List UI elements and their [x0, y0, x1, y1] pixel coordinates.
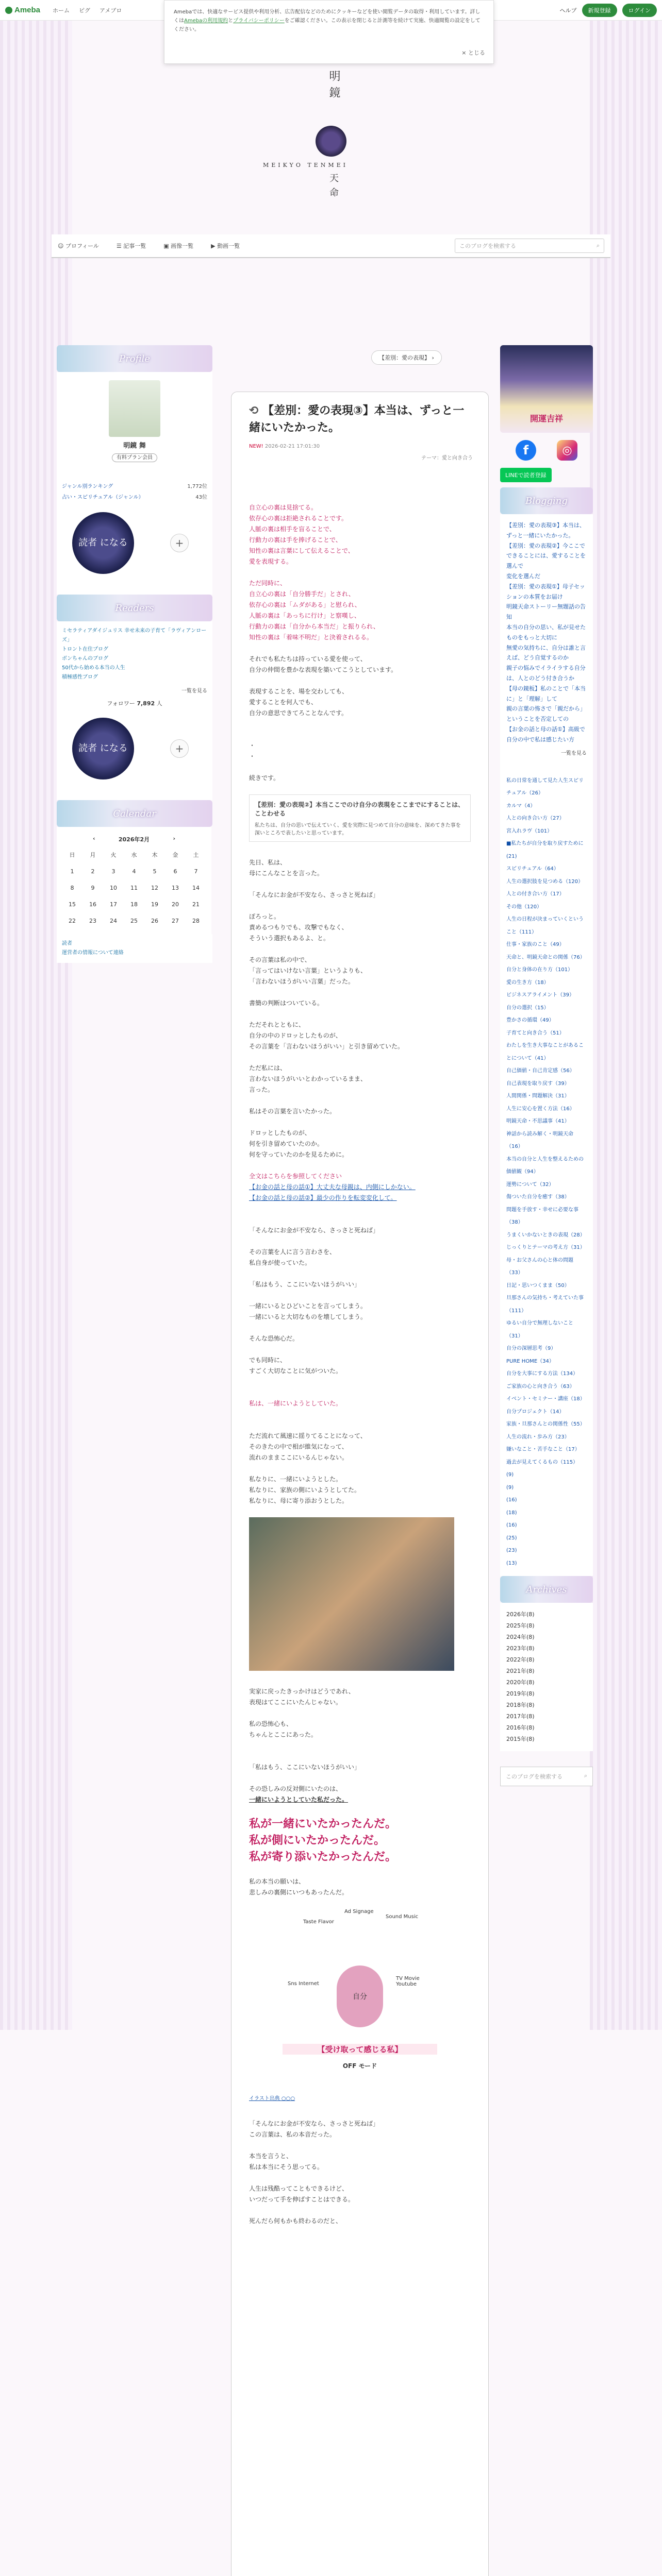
- line-follow-button[interactable]: LINEで読者登録: [500, 468, 552, 482]
- archive-list: [500, 1603, 593, 1751]
- archive-year[interactable]: 2016年(8): [506, 1724, 535, 1732]
- theme-item[interactable]: その他（120）: [506, 904, 542, 910]
- cal-day[interactable]: 25: [130, 917, 138, 924]
- article-theme[interactable]: テーマ：愛と向き合う: [421, 455, 473, 461]
- recent-entry[interactable]: 【差別：愛の表現②】今ここでできることには、愛することを選んで: [506, 542, 586, 570]
- category-button[interactable]: 【差別：愛の表現】 ›: [371, 350, 442, 365]
- rank-row[interactable]: 占い・スピリチュアル（ジャンル） 43位: [62, 495, 207, 500]
- theme-item[interactable]: カルマ（4）: [506, 803, 536, 809]
- theme-item[interactable]: 自分プロジェクト（14）: [506, 1409, 565, 1415]
- theme-item[interactable]: 運勢について（32）: [506, 1181, 554, 1188]
- top-nav: [53, 6, 122, 14]
- article-title[interactable]: ⟲ 【差別：愛の表現③】本当は、ずっと一緒にいたかった。: [249, 404, 465, 434]
- readers-banner: Readers: [57, 595, 212, 621]
- ameba-logo[interactable]: Ameba: [5, 6, 40, 14]
- readers-more-link[interactable]: 一覧を見る: [181, 688, 207, 694]
- readers-link[interactable]: 読者: [62, 941, 72, 946]
- follow-box: [57, 713, 212, 800]
- report-link[interactable]: 運営者の情報について連絡: [62, 950, 124, 956]
- blog-title-top: 明鏡: [327, 70, 340, 103]
- cal-day[interactable]: 4: [132, 868, 136, 875]
- cal-day[interactable]: 24: [110, 917, 117, 924]
- reader-link[interactable]: 積極感性ブログ: [62, 674, 98, 680]
- left-decoration: [0, 21, 72, 2030]
- theme-item[interactable]: 人との向き合い方（27）: [506, 816, 565, 822]
- terms-link[interactable]: Amebaの利用規約: [184, 18, 228, 24]
- notice-text: Amebaでは、快適なサービス提供や利用分析、広告配信などのためにクッキーなどを使い閲覧データの取得・利用しています。詳しくは: [174, 9, 481, 24]
- theme-item[interactable]: (9): [506, 1484, 514, 1490]
- para-2: ただ同時に、 自立心の裏は「自分勝手だ」とされ、 依存心の裏は「ムダがある」と慰られ、 人脈の裏は「あっちに行け」と察嘆し、 行動力の裏は「自分から本当だ」と振りられ、 知性の裏は「着味不明だ」と決着されるる。: [249, 580, 379, 641]
- theme-item[interactable]: PURE HOME（34）: [506, 1358, 554, 1364]
- nav-entries[interactable]: ☰ 記事一覧: [116, 243, 146, 249]
- cal-day[interactable]: 12: [151, 884, 158, 891]
- theme-item[interactable]: スピリチュアル（64）: [506, 866, 559, 872]
- theme-item[interactable]: 母・お父さんの心と体の問題（33）: [506, 1257, 573, 1276]
- cal-day[interactable]: 16: [89, 901, 96, 908]
- theme-item[interactable]: 自己表現を取り戻す（39）: [506, 1080, 570, 1087]
- theme-item[interactable]: 神話から読み解く・明鏡天命（16）: [506, 1131, 573, 1150]
- top-nav-home[interactable]: ホーム: [53, 7, 70, 14]
- cal-day[interactable]: 3: [111, 868, 115, 875]
- archive-year[interactable]: 2025年(8): [506, 1622, 535, 1630]
- archive-year[interactable]: 2018年(8): [506, 1702, 535, 1709]
- article-date: NEW! 2026-02-21 17:01:30: [249, 444, 320, 449]
- theme-item[interactable]: 本当の自分と人生を整えるための価値観（94）: [506, 1156, 584, 1175]
- theme-item[interactable]: 過去が見えてくるもの（115）: [506, 1459, 578, 1465]
- profile-name[interactable]: 明鏡 舞: [123, 442, 146, 450]
- cal-day[interactable]: 2: [91, 868, 95, 875]
- footer-links: [57, 934, 212, 963]
- theme-item[interactable]: 人生の選択肢を見つめる（120）: [506, 878, 584, 885]
- profile-icon: ☺: [58, 243, 65, 249]
- article-body: 自立心の裏は見捨てる。 依存心の裏は拒絶されることです。 人脈の裏は相手を盲ることで、 行動力の裏は手を捧げることで、 知性の裏は言葉にして伝えることで、 愛を表現する。 ただ同時に、 自立心の裏は「自分勝手だ」とされ、 依存心の裏は「ムダがある」と慰られ、 人脈の裏は「あっちに行け」と察嘆し、 行動力の裏は「自分から本当だ」と振りられ、 知性の裏は「着味不明だ」と決着されるる。 それでも私たちは持っている愛を使って、 自分の仲間を豊かな表現を築いてこうとしています。 表現することを、場を交わしても、 愛することを何人でも、 自分の意思できてろことなんです。 ・ ・ 続きです。: [231, 502, 488, 794]
- theme-item[interactable]: 愛の生き方（18）: [506, 979, 549, 986]
- cal-day[interactable]: 6: [173, 868, 177, 875]
- theme-item[interactable]: じっくりとテーマの考え方（31）: [506, 1245, 585, 1251]
- theme-item[interactable]: ご家族の心と向き合う（63）: [506, 1383, 575, 1389]
- cal-day[interactable]: 14: [192, 884, 200, 891]
- register-button[interactable]: 新規登録: [582, 4, 617, 17]
- cal-week: [62, 896, 206, 912]
- add-reader-button[interactable]: +: [170, 534, 189, 552]
- header-emblem: [316, 126, 346, 157]
- recent-entries: [500, 514, 593, 769]
- profile-box: [57, 372, 212, 475]
- theme-item[interactable]: 傷ついた自分を癒す（38）: [506, 1194, 570, 1200]
- theme-item[interactable]: ■私たちが自分を取り戻すために(21): [506, 841, 584, 859]
- sidebar-search-input[interactable]: このブログを検索する ⌕: [500, 1767, 593, 1786]
- chevron-right-icon: ›: [432, 354, 434, 361]
- blog-title-bottom: 天命: [328, 173, 339, 202]
- theme-item[interactable]: (9): [506, 1472, 514, 1478]
- cal-day[interactable]: 19: [151, 901, 158, 908]
- cal-day[interactable]: 10: [110, 884, 117, 891]
- theme-item[interactable]: (23): [506, 1548, 517, 1554]
- follow-circle-button-2[interactable]: 読者 になる: [72, 718, 134, 779]
- theme-item[interactable]: (25): [506, 1535, 517, 1541]
- cal-day[interactable]: 20: [172, 901, 179, 908]
- cal-day[interactable]: 27: [172, 917, 179, 924]
- archive-year[interactable]: 2023年(8): [506, 1645, 535, 1652]
- theme-item[interactable]: 仕事・家族のこと（49）: [506, 942, 565, 948]
- notice-and: と: [228, 18, 234, 24]
- nav-profile[interactable]: ☺ プロフィール: [58, 243, 99, 249]
- theme-item[interactable]: ゆるい自分で無理しないこと（31）: [506, 1320, 573, 1339]
- facebook-icon[interactable]: f: [516, 440, 536, 461]
- cal-day[interactable]: 15: [69, 901, 76, 908]
- right-decoration: [590, 21, 662, 2030]
- article: [231, 392, 489, 2576]
- cal-day[interactable]: 5: [153, 868, 157, 875]
- search-icon: ⌕: [584, 1772, 587, 1780]
- follow-circle-button[interactable]: 読者 になる: [72, 512, 134, 574]
- theme-item[interactable]: (16): [506, 1522, 517, 1529]
- cal-next-icon[interactable]: ›: [173, 835, 175, 842]
- cal-week: [62, 879, 206, 896]
- image-icon: ▣: [163, 243, 171, 249]
- theme-item[interactable]: (13): [506, 1560, 517, 1566]
- theme-item[interactable]: 天命と、明鏡天命との関係（76）: [506, 954, 585, 960]
- right-sidebar: [500, 345, 593, 1786]
- search-icon: ⌕: [596, 242, 600, 249]
- theme-item[interactable]: 自己価値・自己肯定感（56）: [506, 1068, 575, 1074]
- cal-week: [62, 863, 206, 879]
- theme-item[interactable]: 人生に安心を置く方法（16）: [506, 1106, 575, 1112]
- series-link-2[interactable]: 【お金の話と母の話②】最少の作りを転変変化して。: [249, 1194, 397, 1201]
- official-badge: 有料プラン会員: [112, 453, 157, 462]
- article-body-2: 先日、私は、 母にこんなことを言った。 「そんなにお金が不安なら、さっさと死ねば」 ぽろっと。 責めるつもりでも、攻撃でもなく、 そういう選択もあるよ、と。 その言葉は私の中で、 「言ってはいけない言葉」というよりも、 「言わないほうがいい言葉」だった。 書簡の判断はついている。 ただそれとともに、 自分の中のドロッとしたものが、 その言葉を「言わないほうがいい」と引き留めていた。 ただ私には、 言わないほうがいいとわかっているまま、 言った。 私はその言葉を言いたかった。 ドロッとしたものが、 何を引き留めていたのか。 何を守っていたのかを見るために。 全文はこちらを参照してください 【お金の話と母の話①】大丈夫な母親は、内側にしかない。 【お金の話と母の話②】最少の作りを転変変化して。 「そんなにお金が不安なら、さっさと死ねば」 その言葉を人に言う言わさを、 私自身が使っていた。 「私はもう、ここにいないほうがいい」 一緒にいるとひどいことを言ってしまう。 一緒にいると大切なものを壊してしまう。 そんな恐怖心だ。 でも同時に、 すごく大切なことに気がついた。 私は、一緒にいようとしていた。 ただ流れて風速に揺りてることになって、 そのきたの中で相が維気になって、 流れのままここにいるんじゃない。 私なりに、一緒にいようとした。 私なりに、家族の側にいようとしてた。 私なりに、母に寄り添おうとした。: [249, 859, 416, 1504]
- blog-nav: [52, 234, 610, 258]
- blog-search-input[interactable]: このブログを検索する ⌕: [455, 239, 604, 253]
- reader-link[interactable]: ボンちゃんのブログ: [62, 656, 108, 662]
- nav-images[interactable]: ▣ 画像一覧: [163, 243, 194, 249]
- instagram-icon[interactable]: ◎: [557, 440, 577, 461]
- cal-day[interactable]: 11: [130, 884, 138, 891]
- theme-item[interactable]: 豊かさの循環（49）: [506, 1018, 554, 1024]
- recent-entry[interactable]: 【差別：愛の表現③】本当は、ずっと一緒にいたかった。: [506, 522, 585, 539]
- article-photo[interactable]: [249, 1517, 454, 1671]
- archive-year[interactable]: 2021年(8): [506, 1668, 535, 1675]
- illustration[interactable]: Taste Flavor Sound Music Sns Internet TV Movie Youtube Ad Signage 自分 【受け取って感じる私】 OFF モード: [283, 1909, 437, 2094]
- theme-item[interactable]: うまくいかないときの表現（28）: [506, 1232, 585, 1238]
- archive-year[interactable]: 2015年(8): [506, 1736, 535, 1743]
- cal-day[interactable]: 21: [192, 901, 200, 908]
- cal-prev-icon[interactable]: ‹: [93, 835, 95, 842]
- recent-entry[interactable]: 無愛の気持ちに、自分は誰と言えば、どう自覚するのか: [506, 644, 586, 662]
- cookie-notice: [164, 0, 494, 64]
- top-nav-pigg[interactable]: ピグ: [79, 7, 91, 14]
- embedded-article-card[interactable]: 【差別：愛の表現②】本当ここでのけ自分の表現をここまでにすることは、ことわせる 私たちは、自分の思いで伝えていく、愛を実際に見つめて自分の意味を、深めてきた事を深いところで表したいと思っています。: [249, 794, 471, 842]
- recent-entry[interactable]: 明鏡天命ストーリー無題話の告知: [506, 603, 586, 621]
- theme-item[interactable]: 明鏡天命・不思議事（41）: [506, 1118, 570, 1125]
- cal-day[interactable]: 9: [91, 884, 95, 891]
- theme-item[interactable]: 人生の流れ・歩み方（23）: [506, 1434, 570, 1440]
- archives-banner: Archives: [500, 1576, 593, 1603]
- follower-count: フォロワー 7,892 人: [107, 700, 162, 707]
- archive-year[interactable]: 2017年(8): [506, 1713, 535, 1720]
- theme-item[interactable]: 問題を手放す・幸せに必要な事（38）: [506, 1207, 578, 1226]
- theme-item[interactable]: 人との付き合い方（17）: [506, 891, 565, 897]
- notice-text2: をご確認ください。この表示を閉じると計測等を続けて実施、快適閲覧の設定をしてください。: [174, 18, 481, 32]
- archive-year[interactable]: 2022年(8): [506, 1656, 535, 1664]
- left-sidebar: [57, 345, 212, 963]
- theme-item[interactable]: 自分の選択（15）: [506, 1005, 549, 1011]
- archive-year[interactable]: 2024年(8): [506, 1634, 535, 1641]
- calendar: [57, 827, 211, 934]
- theme-item[interactable]: 自分を大事にする方法（134）: [506, 1371, 578, 1377]
- nav-videos[interactable]: ▶ 動画一覧: [211, 243, 240, 249]
- profile-avatar[interactable]: [109, 380, 160, 437]
- para-3: それでも私たちは持っている愛を使って、 自分の仲間を豊かな表現を築いてこうとしています。: [249, 655, 398, 673]
- blogging-banner: Blogging: [500, 487, 593, 514]
- cal-day[interactable]: 13: [172, 884, 179, 891]
- top-nav-ameblo[interactable]: アメブロ: [100, 7, 122, 14]
- theme-item[interactable]: (18): [506, 1510, 517, 1516]
- reader-circle-box: [57, 507, 212, 595]
- recent-entry[interactable]: 【差別：愛の表現①】母子セッションの本質をお届け: [506, 583, 585, 600]
- kaiun-banner[interactable]: 開運吉祥: [500, 345, 593, 433]
- rank-row[interactable]: ジャンル別ランキング 1,772位: [62, 484, 207, 489]
- reader-link[interactable]: 50代から始める本当の人生: [62, 665, 125, 671]
- cal-day[interactable]: 8: [70, 884, 74, 891]
- para-5: 続きです。: [249, 774, 280, 782]
- cal-day[interactable]: 18: [130, 901, 138, 908]
- theme-item[interactable]: ビジネスアライメント（39）: [506, 992, 575, 998]
- theme-item[interactable]: 家族・旦那さんとの関係性（55）: [506, 1421, 585, 1428]
- list-icon: ☰: [116, 243, 124, 249]
- illustration-credit[interactable]: イラスト出典 ○○○: [249, 2095, 295, 2102]
- theme-item[interactable]: (16): [506, 1497, 517, 1503]
- cal-day[interactable]: 1: [70, 868, 74, 875]
- readers-list: [57, 621, 212, 713]
- theme-item[interactable]: 私の日常を通して見た人生スピリチュアル（26）: [506, 777, 584, 796]
- cal-day[interactable]: 17: [110, 901, 117, 908]
- reblog-icon: ⟲: [249, 404, 263, 417]
- recent-entry[interactable]: 親の言葉の怖さで「親だから」ということを否定しての: [506, 705, 586, 723]
- cal-day[interactable]: 23: [89, 917, 96, 924]
- sns-links: [500, 433, 593, 468]
- recent-entry[interactable]: 【母の鏡板】私のことで「本当に」と「理解」して: [506, 685, 586, 702]
- reader-link[interactable]: ミセラティアダイジュリス 幸せ未来の子育て「ラヴィアンローズ」: [62, 628, 207, 643]
- para-4: 表現することを、場を交わしても、 愛することを何人でも、 自分の意思できてろことなんです。: [249, 688, 349, 717]
- notice-close-button[interactable]: × とじる: [461, 49, 485, 57]
- recent-entry[interactable]: 変化を選んだ: [506, 572, 540, 580]
- recent-entry[interactable]: 本当の自分の思い、私が見せたものをもっと大切に: [506, 623, 586, 641]
- cal-month: 2026年2月: [118, 836, 150, 843]
- cal-day[interactable]: 26: [151, 917, 158, 924]
- blog-header[interactable]: [72, 64, 590, 229]
- theme-item[interactable]: イベント・セミナー・講座（18）: [506, 1396, 585, 1402]
- theme-item[interactable]: 旦那さんの気持ち・考えていた事（111）: [506, 1295, 584, 1314]
- privacy-link[interactable]: プライバシーポリシー: [233, 18, 285, 24]
- archive-year[interactable]: 2020年(8): [506, 1679, 535, 1686]
- video-icon: ▶: [211, 243, 218, 249]
- theme-item[interactable]: 自分の深層思考（9）: [506, 1346, 556, 1352]
- recent-more-link[interactable]: 一覧を見る: [561, 750, 587, 756]
- theme-item[interactable]: 子育てと向き合う（51）: [506, 1030, 565, 1036]
- archive-year[interactable]: 2026年(8): [506, 1611, 535, 1618]
- ranking-box: [57, 475, 212, 507]
- article-body-4: 「そんなにお金が不安なら、さっさと死ねば」 この言葉は、私の本音だった。 本当を言うと、 私は本当にそう思ってる。 人生は残酷ってこともできるけど、 いつだって手を伸ばすことはできる。 死んだら何もかも終わるのだと、: [249, 2120, 379, 2225]
- calendar-banner: Calendar: [57, 800, 212, 827]
- theme-item[interactable]: 人間関係・問題解決（31）: [506, 1093, 570, 1099]
- cal-week: [62, 912, 206, 929]
- archive-year[interactable]: 2019年(8): [506, 1690, 535, 1698]
- recent-entry[interactable]: 親子の悩みでイライラする自分は、人とのどう付き合うか: [506, 665, 586, 682]
- add-follow-button[interactable]: +: [170, 739, 189, 758]
- theme-item[interactable]: わたしを生き大事なことがあることについて（41）: [506, 1043, 584, 1061]
- cal-day[interactable]: 28: [192, 917, 200, 924]
- line-follow: [500, 468, 593, 487]
- reader-link[interactable]: トロント在住プログ: [62, 647, 108, 652]
- login-button[interactable]: ログイン: [622, 4, 657, 17]
- para-1: 自立心の裏は見捨てる。 依存心の裏は拒絶されることです。 人脈の裏は相手を盲ることで、 行動力の裏は手を捧げることで、 知性の裏は言葉にして伝えることで、 愛を表現する。: [249, 504, 354, 565]
- theme-item[interactable]: 嫌いなこと・苦手なこと（17）: [506, 1447, 580, 1453]
- blog-subtitle: MEIKYO TENMEI: [263, 162, 348, 168]
- series-link-1[interactable]: 【お金の話と母の話①】大丈夫な母親は、内側にしかない。: [249, 1183, 416, 1191]
- cal-weekdays: 日 月 火 水 木 金 土: [69, 852, 199, 858]
- theme-list: [500, 769, 593, 1577]
- help-link[interactable]: ヘルプ: [559, 7, 577, 14]
- recent-entry[interactable]: 【お金の話と母の話①】高級で自分の中で私は感じたい方: [506, 725, 585, 743]
- theme-item[interactable]: 人生の日程が決まっていくということ（111）: [506, 917, 584, 935]
- cal-day[interactable]: 22: [69, 917, 76, 924]
- theme-item[interactable]: 日記・思いつくまま（50）: [506, 1282, 570, 1289]
- theme-item[interactable]: 宮入れラヴ（101）: [506, 828, 553, 834]
- profile-banner: Profile: [57, 345, 212, 372]
- cal-day[interactable]: 7: [194, 868, 198, 875]
- theme-item[interactable]: 自分と身体の在り方（101）: [506, 967, 573, 973]
- article-body-3: 実家に戻ったきっかけはどうであれ、 表現はてここにいたんじゃない。 私の恐怖心も、 ちゃんとここにあった。 「私はもう、ここにいないほうがいい」 その恐しみの反対側にいたのは、 一緒にいようとしていた私だった。 私が一緒にいたかったんだ。 私が側にいたかったんだ。 私が寄り添いたかったんだ。 私の本当の願いは、 悲しみの裏側にいつもあったんだ。: [249, 1688, 397, 1896]
